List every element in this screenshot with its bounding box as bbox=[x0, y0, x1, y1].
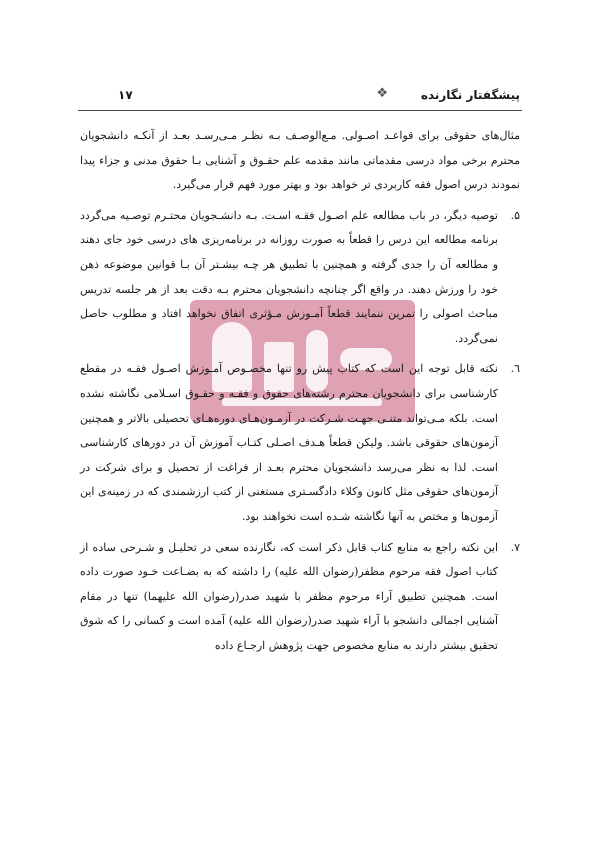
item-text: این نکته راجع به منابع کتاب قابل ذکر است که، نگارنده سعی در تحلیـل و شـرحی ساده از کتاب اصول فقه مرحوم مظفر(رضوان الله علیه) را داشته که به بضـاعت خـود صورت داده است. همچنین تطبیق آراء مرحوم مظفر با شهید صدر(رضوان الله علیهما) تنها در مقام آشنایی اجمالی دانشجو با آراء شهید صدر(رضوان الله علیه) آمده است و کسانی را که شوق تحقیق بیشتر دارند به منابع مخصوص جهت پژوهش ارجـاع داده bbox=[80, 540, 498, 652]
list-item bbox=[80, 204, 520, 352]
item-number: ۵. bbox=[510, 208, 520, 222]
header-rule bbox=[78, 110, 522, 111]
item-text: توصیه دیگر، در باب مطالعه علم اصـول فقـه اسـت. بـه دانشـجویان محتـرم توصـیه می‌گردد برنامه مطالعه این درس را قطعاً به صورت روزانه در برنامه‌ریزی های درسی خود جای دهند و مطالعه آن را جدی گرفته و همچنین با تطبیق هر چـه بیشـتر آن بـا قوانین موضوعه ذهن خود را ورزش دهند. در واقع اگر چنانچه دانشجویان محترم بـه دقت بعد از هر جلسه تدریس مباحث اصولی را تمرین ننمایند قطعاً آمـوزش مـؤثری اتفاق نخواهد افتاد و مطلوب حاصل نمی‌گردد. bbox=[80, 208, 498, 345]
page-body bbox=[80, 124, 520, 658]
intro-paragraph: مثال‌های حقوقی برای قواعـد اصـولی. مـع‌الوصـف بـه نظـر مـی‌رسـد بعـد از آنکـه دانشجویان محترم برخی مواد درسی مقدماتی مانند مقدمه علم حقـوق و آشنایی بـا حقوق مدنی و جزاء پیدا نمودند درس اصول فقه کاربردی تر خواهد بود و بهتر مورد فهم قرار می‌گیرد. bbox=[80, 129, 520, 192]
page-number: ۱۷ bbox=[118, 88, 133, 102]
page-header bbox=[80, 86, 520, 106]
ornament-icon: ❖ bbox=[376, 86, 388, 101]
list-item bbox=[80, 536, 520, 659]
running-title: پیشگفتار نگارنده bbox=[420, 88, 520, 102]
item-number: ۷. bbox=[510, 540, 520, 554]
list-item bbox=[80, 357, 520, 529]
item-text: نکته قابل توجه این است که کتاب پیش رو تنها مخصـوص آمـوزش اصـول فقـه در مقطع کارشناسی برای دانشجویان محترم رشته‌های حقوق و فقـه و حقـوق اسـلامی نگاشته نشده است. بلکه مـی‌تواند متنـی جهـت شـرکت در آزمـون‌هـای دوره‌هـای تحصیلی بالاتر و همچنین آزمون‌های حقوقی باشد. ولیکن قطعاً هـدف اصـلی کتـاب آموزش آن در دورهای کارشناسی است. لذا به نظر می‌رسد دانشجویان محترم بعـد از فراغت از تحصیل و برای شرکت در آزمون‌های حقوقی مثل کانون وکلاء دادگسـتری مستغنی از کتب ارزشمندی که در زمینه‌ی این آزمون‌ها و مختص به آنها نگاشته شـده است نخواهند بود. bbox=[80, 362, 498, 523]
item-number: ٦. bbox=[510, 362, 520, 376]
